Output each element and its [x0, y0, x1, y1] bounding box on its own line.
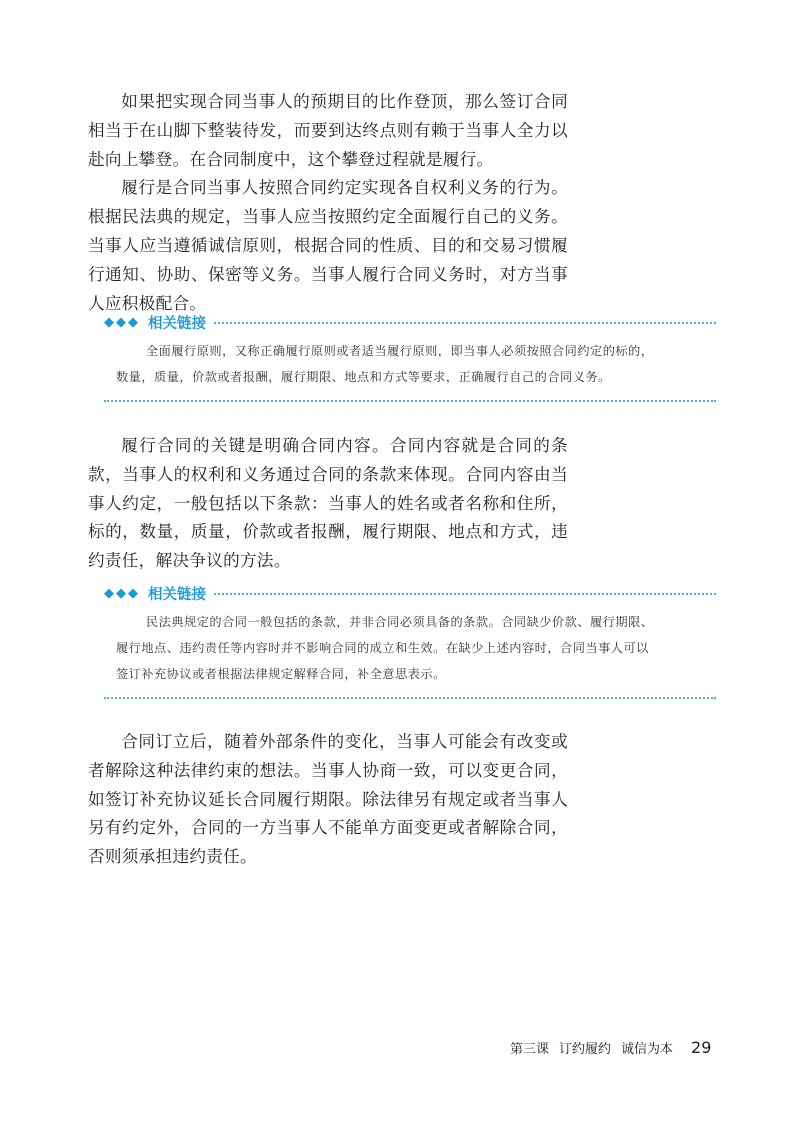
page-number: 29 [691, 1038, 712, 1057]
related-link-title: 相关链接 [148, 586, 206, 603]
dotted-divider [104, 400, 716, 402]
related-link-body [104, 332, 716, 392]
dotted-divider [214, 593, 716, 595]
text-block-contract-content [88, 432, 568, 576]
related-link-line: 签订补充协议或者根据法律规定解释合同，补全意思表示。 [116, 667, 446, 681]
diamond-icon: ◆◆◆ [104, 585, 140, 601]
footer-lesson-title-part2: 诚信为本 [621, 1042, 674, 1057]
related-link-line: 履行地点、违约责任等内容时并不影响合同的成立和生效。在缺少上述内容时，合同当事人可以 [116, 641, 649, 655]
related-link-line: 数量，质量，价款或者报酬，履行期限、地点和方式等要求，正确履行自己的合同义务。 [116, 370, 611, 384]
related-link-header [104, 583, 716, 603]
paragraph-contract-content: 履行合同的关键是明确合同内容。合同内容就是合同的条款，当事人的权利和义务通过合同的条款来体现。合同内容由当事人约定，一般包括以下条款：当事人的姓名或者名称和住所，标的，数量，质量，价款或者报酬，履行期限、地点和方式，违约责任，解决争议的方法。 [88, 436, 568, 571]
page-footer [510, 1038, 711, 1057]
related-link-line: 全面履行原则，又称正确履行原则或者适当履行原则，即当事人必须按照合同约定的标的， [146, 344, 654, 358]
text-block-contract-change [88, 728, 568, 872]
text-block-performance [88, 88, 568, 318]
dotted-divider [214, 322, 716, 324]
related-link-title: 相关链接 [148, 315, 206, 332]
diamond-icon: ◆◆◆ [104, 314, 140, 330]
related-link-line: 民法典规定的合同一般包括的条款，并非合同必须具备的条款。合同缺少价款、履行期限、 [146, 615, 654, 629]
paragraph-climb-metaphor: 如果把实现合同当事人的预期目的比作登顶，那么签订合同相当于在山脚下整装待发，而要到达终点则有赖于当事人全力以赴向上攀登。在合同制度中，这个攀登过程就是履行。 [88, 92, 568, 169]
paragraph-performance-definition: 履行是合同当事人按照合同约定实现各自权利义务的行为。根据民法典的规定，当事人应当按照约定全面履行自己的义务。当事人应当遵循诚信原则，根据合同的性质、目的和交易习惯履行通知、协助、保密等义务。当事人履行合同义务时，对方当事人应积极配合。 [88, 178, 568, 313]
related-link-box-2 [104, 583, 716, 699]
related-link-box-1 [104, 312, 716, 402]
related-link-body [104, 603, 716, 689]
footer-lesson-label: 第三课 [510, 1042, 550, 1057]
related-link-header [104, 312, 716, 332]
paragraph-contract-change: 合同订立后，随着外部条件的变化，当事人可能会有改变或者解除这种法律约束的想法。当事人协商一致，可以变更合同，如签订补充协议延长合同履行期限。除法律另有规定或者当事人另有约定外，合同的一方当事人不能单方面变更或者解除合同，否则须承担违约责任。 [88, 732, 568, 867]
dotted-divider [104, 697, 716, 699]
footer-lesson-title-part1: 订约履约 [559, 1042, 612, 1057]
